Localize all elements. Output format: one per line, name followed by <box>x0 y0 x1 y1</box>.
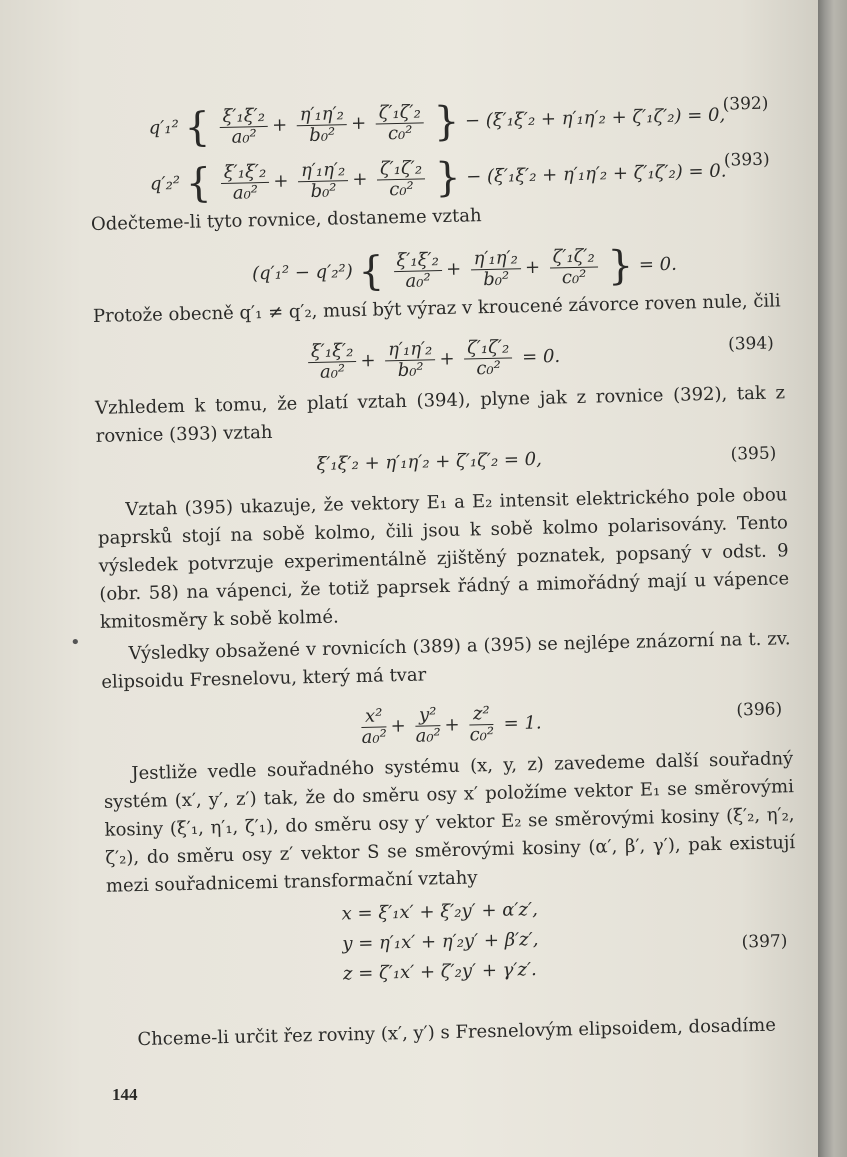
margin-mark: • <box>70 632 81 653</box>
equation-difference: (q′₁² − q′₂²) { $\frac{\text{ξ′₁ξ′₂}}{\text{a₀²}}$ + $\frac{\text{η′₁η′₂}}{\text{b₀²}}$ + $\frac{\text{ζ′₁ζ′₂}}{\text{c₀²}}$ } = 0. <box>251 242 678 295</box>
page-edge <box>818 0 847 1157</box>
equation-397-line-2: y = η′₁x′ + η′₂y′ + β′z′, <box>342 928 539 955</box>
equation-397-line-1: x = ξ′₁x′ + ξ′₂y′ + α′z′, <box>341 899 539 925</box>
paragraph-6: Jestliže vedle souřadného systému (x, y, z) zavedeme další souřadný systém (x′, y′, z′) tak, že do směru osy x′ položíme vektor E₁ se směrovými kosiny (ξ′₁, η′₁, ζ′₁), do směru osy y′ vektor E₂ se směrovými kosiny (ξ′₂, η′₂, ζ′₂), do směru osy z′ vektor S se směrovými kosiny (α′, β′, γ′), pak existují mezi souřadnicemi transformační vztahy <box>103 748 796 897</box>
paragraph-7: Chceme-li určit řez roviny (x′, y′) s Fresnelovým elipsoidem, dosadíme <box>137 1014 777 1051</box>
paragraph-4: Vztah (395) ukazuje, že vektory E₁ a E₂ intensit elektrického pole obou paprsků stojí na sobě kolmo, čili jsou k sobě kolmo polarisovány. Tento výsledek potvrzuje experimentálně zjištěný poznatek, popsaný v odst. 9 (obr. 58) na vápenci, že totiž paprsek řádný a mimořádný mají u vápence kmitosměry k sobě kolmé. <box>97 484 790 633</box>
page-content <box>88 79 800 1058</box>
equation-397-line-3: z = ζ′₁x′ + ζ′₂y′ + γ′z′. <box>342 959 538 985</box>
equation-393: q′₂² { $\frac{\text{ξ′₁ξ′₂}}{\text{a₀²}}$ + $\frac{\text{η′₁η′₂}}{\text{b₀²}}$ + $\frac{\text{ζ′₁ζ′₂}}{\text{c₀²}}$ } − (ξ′₁ξ′₂ + η′₁η′₂ + ζ′₁ζ′₂) = 0. (393) <box>149 149 770 207</box>
paragraph-3: Vzhledem k tomu, že platí vztah (394), plyne jak z rovnice (392), tak z rovnice (393) vztah <box>94 382 786 447</box>
page-number: 144 <box>112 1085 138 1104</box>
paragraph-2: Protože obecně q′₁ ≠ q′₂, musí být výraz v kroucené závorce roven nule, čili <box>92 290 781 327</box>
equation-395: ξ′₁ξ′₂ + η′₁η′₂ + ζ′₁ζ′₂ = 0, (395) <box>316 443 777 475</box>
equation-396: $\frac{\text{x²}}{\text{a₀²}}$ + $\frac{\text{y²}}{\text{a₀²}}$ + $\frac{\text{z²}}{\text{c₀²}}$ = 1. (396) <box>361 699 783 748</box>
equation-392: q′₁² { $\frac{\text{ξ′₁ξ′₂}}{\text{a₀²}}$ + $\frac{\text{η′₁η′₂}}{\text{b₀²}}$ + $\frac{\text{ζ′₁ζ′₂}}{\text{c₀²}}$ } − (ξ′₁ξ′₂ + η′₁η′₂ + ζ′₁ζ′₂) = 0, (392) <box>148 93 769 151</box>
paragraph-1: Odečteme-li tyto rovnice, dostaneme vztah <box>90 205 482 235</box>
equation-397: x = ξ′₁x′ + ξ′₂y′ + α′z′, y = η′₁x′ + η′₂y′ + β′z′, z = ζ′₁x′ + ζ′₂y′ + γ′z′. (397) <box>106 889 798 1023</box>
equation-394: $\frac{\text{ξ′₁ξ′₂}}{\text{a₀²}}$ + $\frac{\text{η′₁η′₂}}{\text{b₀²}}$ + $\frac{\text{ζ′₁ζ′₂}}{\text{c₀²}}$ = 0. (394) <box>93 319 784 391</box>
paragraph-5: Výsledky obsažené v rovnicích (389) a (395) se nejlépe znázorní na t. zv. elipsoidu Fresnelovu, který má tvar <box>101 628 791 693</box>
